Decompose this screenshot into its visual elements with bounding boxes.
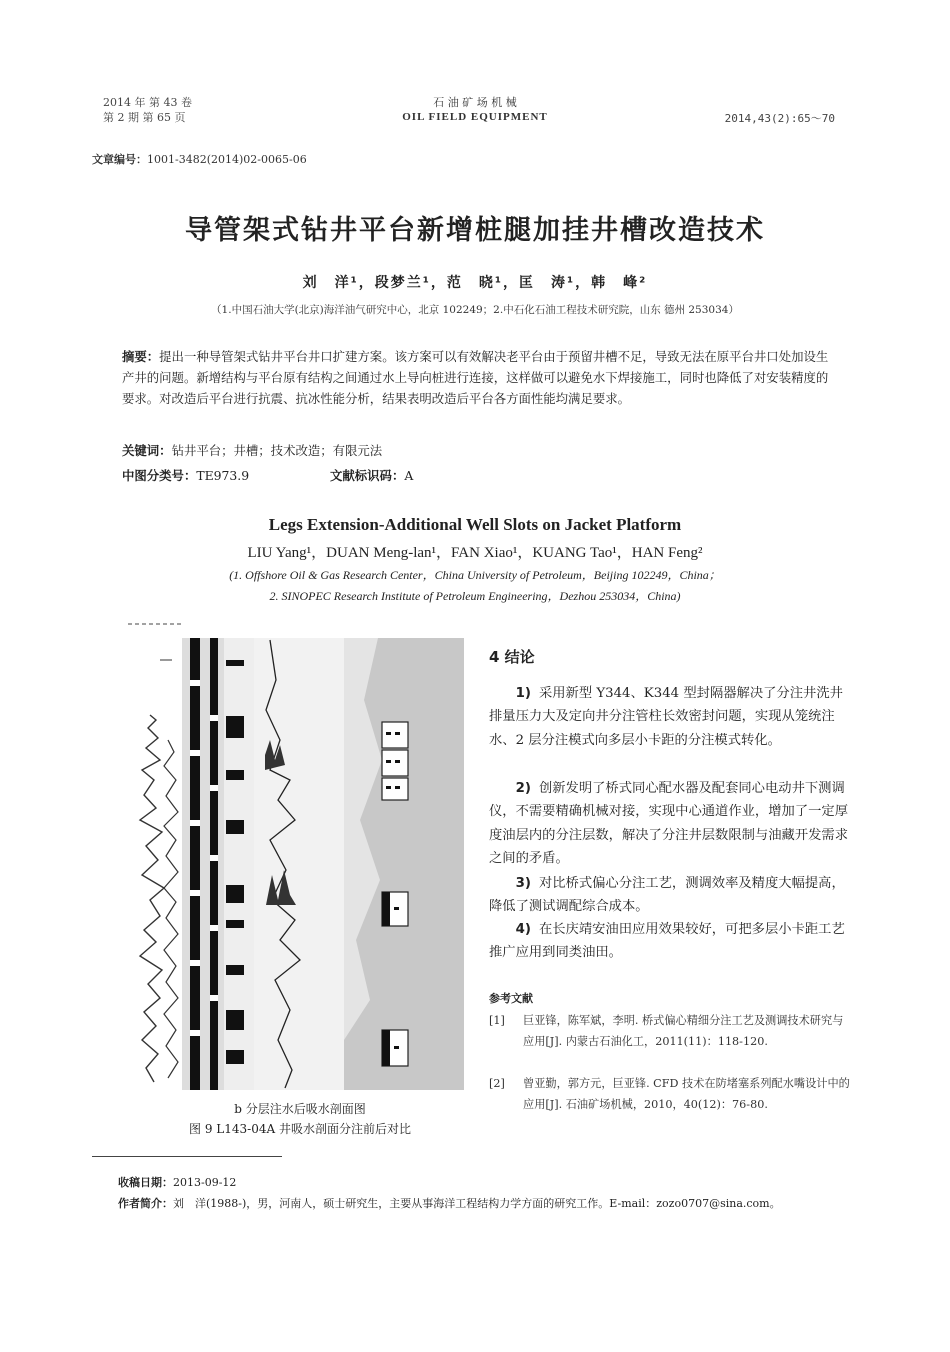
received-label: 收稿日期： — [118, 1176, 173, 1189]
conclusion-item-3 — [489, 872, 853, 919]
abstract-label: 摘要： — [122, 349, 160, 364]
item-number: 2) — [515, 781, 531, 796]
doc-code-label: 文献标识码： — [330, 468, 405, 483]
authors: 刘 洋¹，段梦兰¹，范 晓¹，匡 涛¹，韩 峰² — [302, 275, 648, 291]
keywords-label: 关键词： — [122, 443, 172, 458]
header-citation: 2014,43(2):65～70 — [724, 112, 835, 125]
journal-name-cn: 石 油 矿 场 机 械 — [433, 96, 517, 109]
footnote-divider — [92, 1156, 282, 1157]
reference-number: [2] — [489, 1077, 505, 1090]
item-text: 创新发明了桥式同心配水器及配套同心电动井下测调仪，不需要精确机械对接，实现中心通道作业，增加了一定厚度油层内的分注层数，解决了分注井层数限制与油藏开发需求之间的矛盾。 — [489, 781, 849, 866]
clc-number — [122, 466, 249, 484]
header-issue-page: 第 2 期 第 65 页 — [103, 111, 186, 124]
reference-item — [489, 1010, 853, 1052]
document-code — [330, 466, 413, 484]
english-authors: LIU Yang¹，DUAN Meng-lan¹，FAN Xiao¹，KUANG Tao¹，HAN Feng² — [247, 545, 703, 561]
reference-number: [1] — [489, 1014, 505, 1027]
bio-label: 作者简介： — [118, 1197, 173, 1210]
log-curve-left — [140, 715, 164, 1082]
reference-text: 曾亚勤，郭方元，巨亚锋. CFD 技术在防堵塞系列配水嘴设计中的应用[J]. 石油矿场机械，2010，40(12)：76-80. — [523, 1077, 850, 1111]
affiliation: （1.中国石油大学(北京)海洋油气研究中心，北京 102249；2.中石化石油工程技术研究院，山东 德州 253034） — [211, 304, 739, 316]
log-curve-left-2 — [164, 740, 178, 1078]
english-affiliation-2: 2. SINOPEC Research Institute of Petroleum Engineering，Dezhou 253034，China) — [269, 589, 681, 603]
article-number-value: 1001-3482(2014)02-0065-06 — [147, 153, 307, 166]
item-text: 对比桥式偏心分注工艺，测调效率及精度大幅提高，降低了测试调配综合成本。 — [489, 876, 845, 915]
figure-subcaption: b 分层注水后吸水剖面图 — [234, 1102, 366, 1116]
figure-caption: 图 9 L143-04A 井吸水剖面分注前后对比 — [189, 1122, 411, 1136]
clc-value: TE973.9 — [196, 468, 250, 483]
item-number: 4) — [515, 922, 531, 937]
conclusion-heading: 4 结论 — [489, 648, 535, 666]
keywords — [122, 441, 382, 459]
english-title: Legs Extension-Additional Well Slots on Jacket Platform — [268, 515, 682, 534]
article-number — [92, 151, 307, 167]
keywords-text: 钻井平台；井槽；技术改造；有限元法 — [171, 443, 383, 458]
journal-name-en: OIL FIELD EQUIPMENT — [402, 111, 548, 123]
received-date — [118, 1174, 236, 1190]
clc-label: 中图分类号： — [122, 468, 197, 483]
article-number-label: 文章编号： — [92, 153, 147, 166]
author-bio — [118, 1192, 863, 1215]
header-year-volume: 2014 年 第 43 卷 — [103, 96, 192, 109]
conclusion-item-4 — [489, 918, 853, 965]
doc-code-value: A — [404, 468, 414, 483]
item-text: 在长庆靖安油田应用效果较好，可把多层小卡距工艺推广应用到同类油田。 — [489, 922, 845, 961]
english-affiliation-1: (1. Offshore Oil & Gas Research Center，China University of Petroleum，Beijing 102249，China； — [229, 568, 721, 582]
reference-text: 巨亚锋，陈军斌，李明. 桥式偏心精细分注工艺及测调技术研究与应用[J]. 内蒙古石油化工，2011(11)：118-120. — [523, 1014, 844, 1048]
paper-title: 导管架式钻井平台新增桩腿加挂井槽改造技术 — [185, 215, 765, 246]
header-center — [360, 95, 590, 125]
water-absorption-profile-figure — [120, 620, 480, 1090]
header-left — [103, 95, 192, 125]
conclusion-item-1 — [489, 682, 853, 752]
bio-text: 刘 洋(1988-)，男，河南人，硕士研究生，主要从事海洋工程结构力学方面的研究工作。E-mail：zozo0707@sina.com。 — [173, 1197, 781, 1210]
item-text: 采用新型 Y344、K344 型封隔器解决了分注井洗井排量压力大及定向井分注管柱长效密封问题，实现从笼统注水、2 层分注模式向多层小卡距的分注模式转化。 — [489, 686, 843, 748]
conclusion-item-2 — [489, 777, 853, 870]
item-number: 3) — [515, 876, 531, 891]
abstract — [122, 346, 834, 409]
tubing-right — [210, 638, 218, 1090]
received-value: 2013-09-12 — [173, 1176, 237, 1189]
abstract-text: 提出一种导管架式钻井平台井口扩建方案。该方案可以有效解决老平台由于预留井槽不足，导致无法在原平台井口处加设生产井的问题。新增结构与平台原有结构之间通过水上导向桩进行连接，这样做可以避免水下焊接施工，同时也降低了对安装精度的要求。对改造后平台进行抗震、抗冰性能分析，结果表明改造后平台各方面性能均满足要求。 — [122, 349, 829, 406]
tubing-left — [190, 638, 200, 1090]
item-number: 1) — [515, 686, 531, 701]
reference-item — [489, 1073, 853, 1115]
references-heading: 参考文献 — [489, 992, 533, 1005]
